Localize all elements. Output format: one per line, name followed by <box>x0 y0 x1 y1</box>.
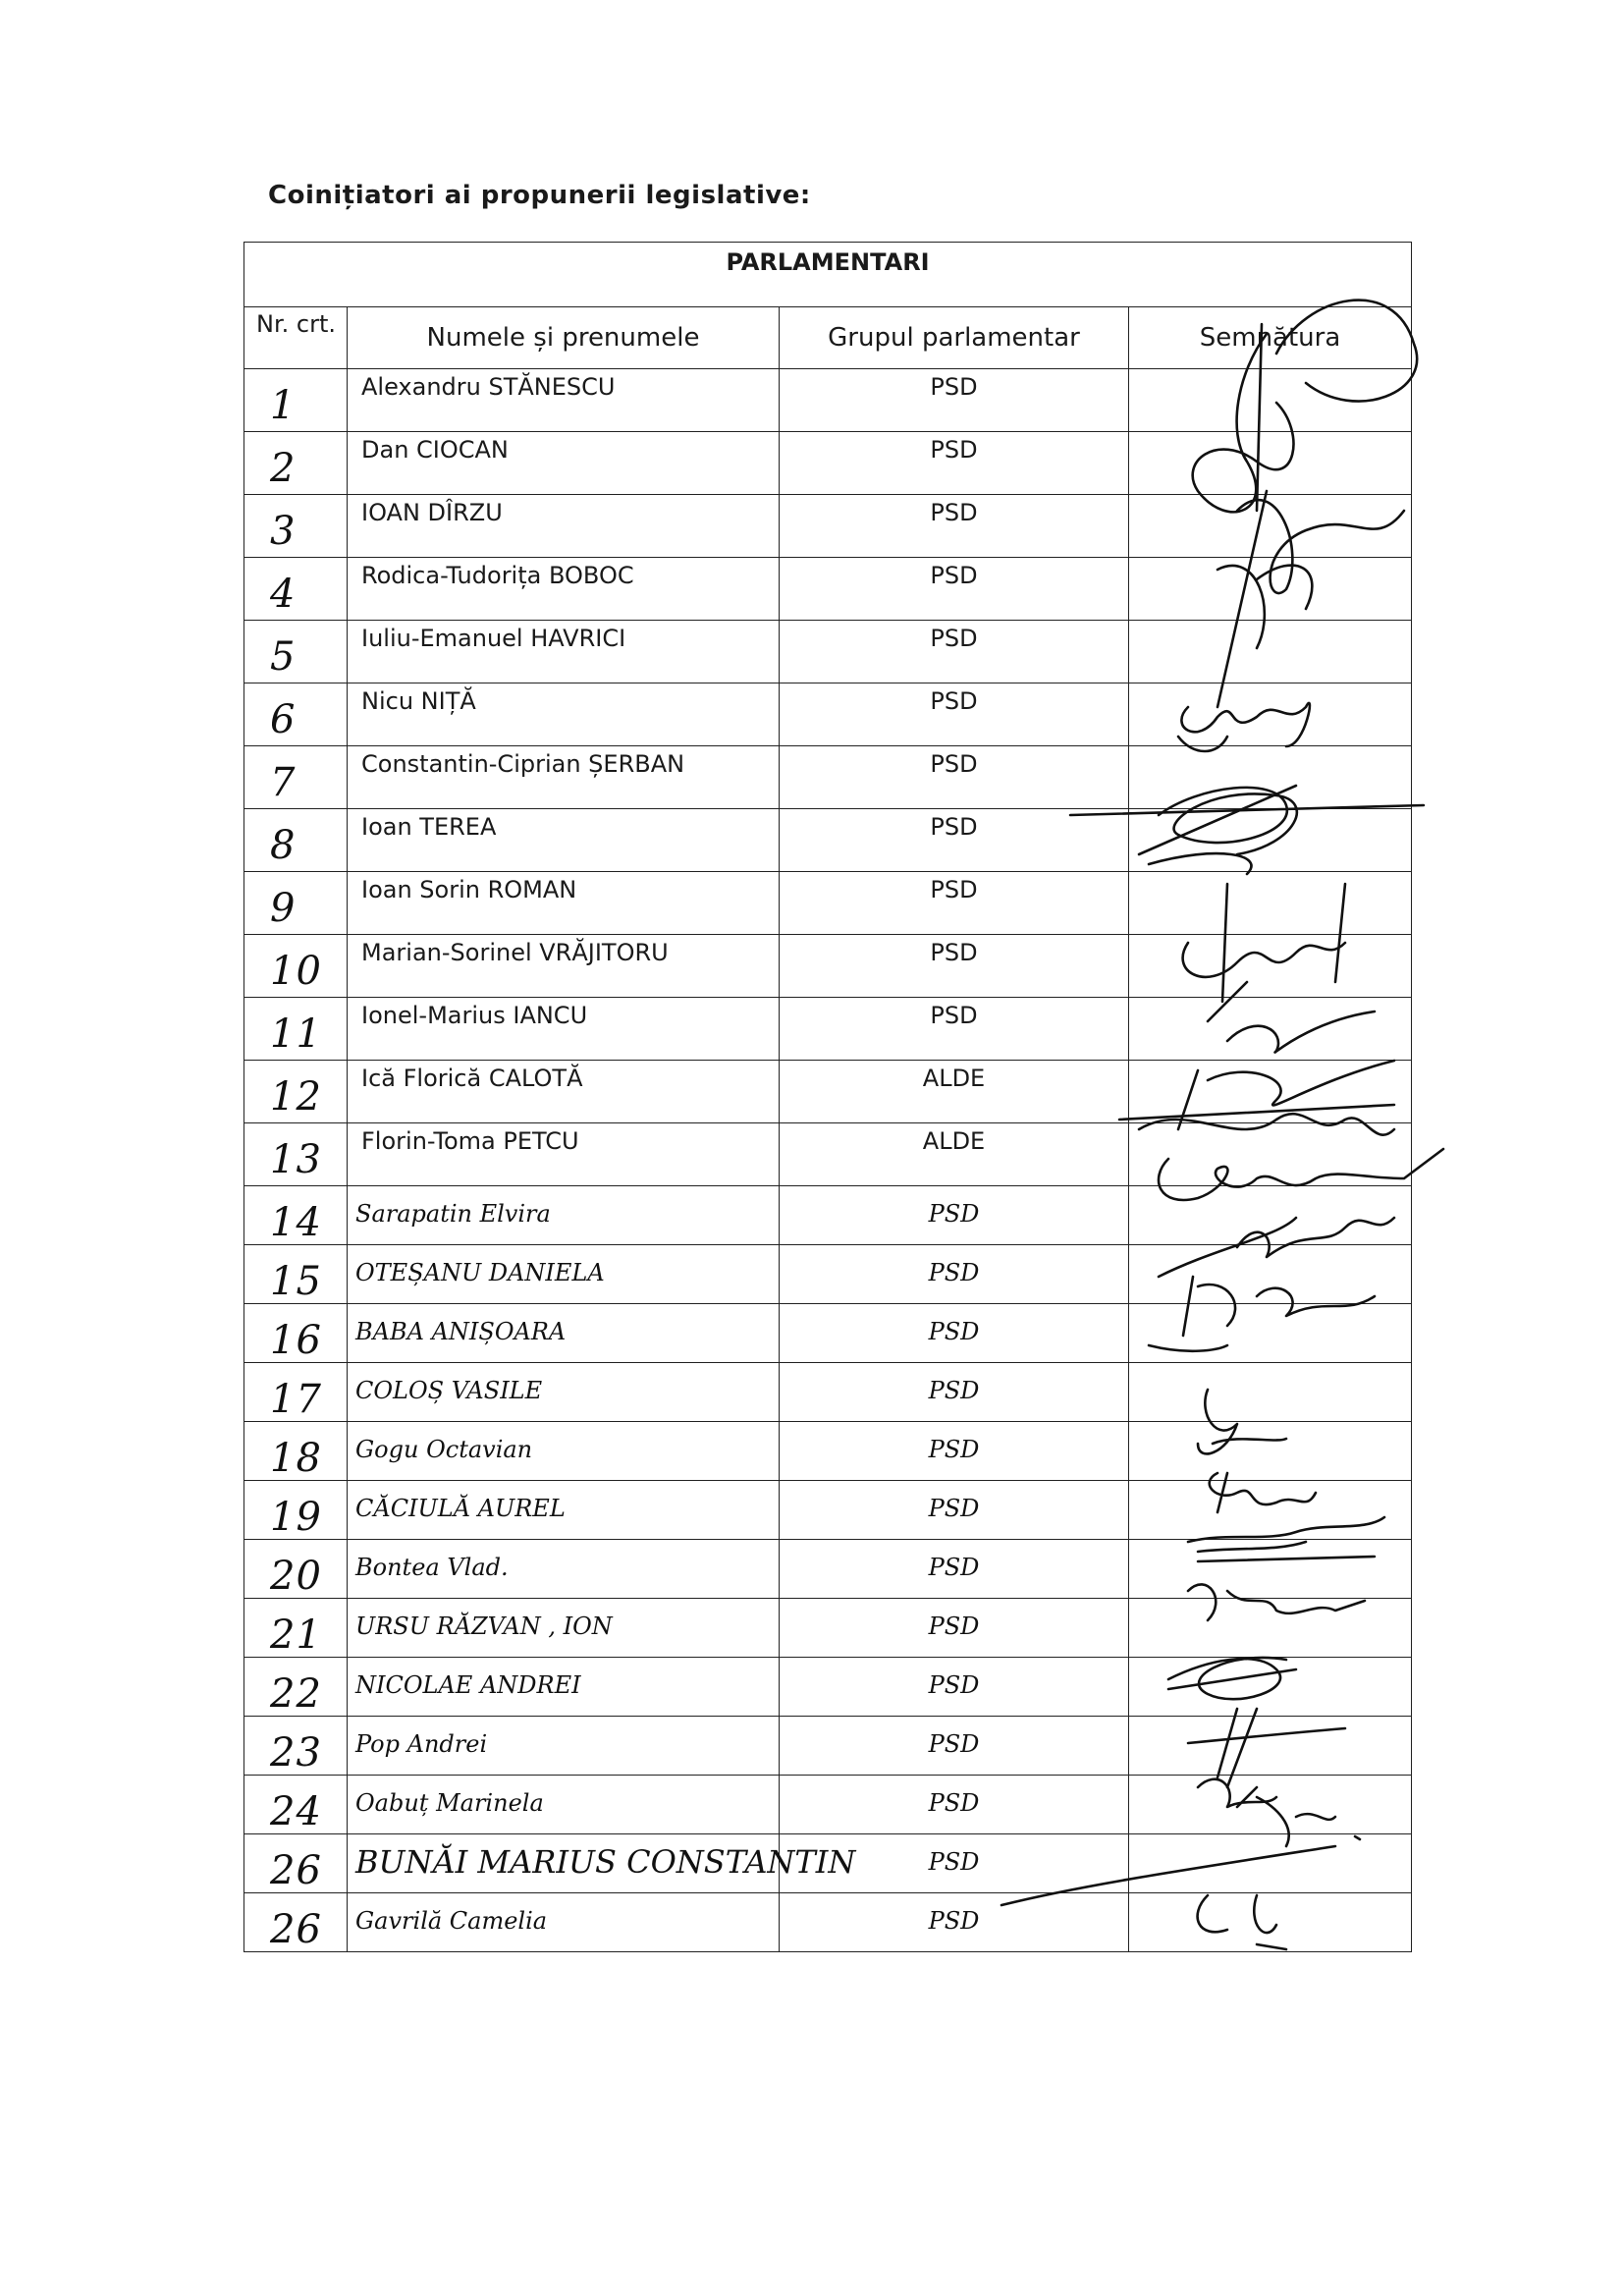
table-row <box>244 1717 1412 1776</box>
signature-cell <box>1129 1061 1412 1123</box>
member-name: Florin-Toma PETCU <box>348 1123 780 1186</box>
table-row <box>244 809 1412 872</box>
signature-cell <box>1129 1893 1412 1952</box>
signature-cell <box>1129 683 1412 746</box>
table-row <box>244 1599 1412 1658</box>
table-row <box>244 935 1412 998</box>
parliamentary-group: PSD <box>780 495 1129 558</box>
table-row <box>244 1776 1412 1834</box>
table-row <box>244 683 1412 746</box>
row-number: 9 <box>270 886 297 931</box>
row-number-cell <box>244 1834 348 1893</box>
member-name: Rodica-Tudorița BOBOC <box>348 558 780 621</box>
member-name: Alexandru STĂNESCU <box>348 369 780 432</box>
row-number: 2 <box>270 446 297 491</box>
row-number: 14 <box>270 1200 322 1245</box>
parliamentary-group: PSD <box>780 369 1129 432</box>
row-number-cell <box>244 1186 348 1245</box>
row-number-cell <box>244 369 348 432</box>
signature-cell <box>1129 1363 1412 1422</box>
signature-cell <box>1129 1245 1412 1304</box>
signature-cell <box>1129 495 1412 558</box>
parliamentary-group-handwritten: PSD <box>780 1834 1129 1893</box>
signature-cell <box>1129 746 1412 809</box>
member-name: Dan CIOCAN <box>348 432 780 495</box>
row-number: 5 <box>270 634 297 680</box>
member-name-handwritten: Gavrilă Camelia <box>348 1893 780 1952</box>
row-number: 12 <box>270 1074 322 1120</box>
column-header-nr: Nr. crt. <box>244 307 348 369</box>
table-row <box>244 621 1412 683</box>
signature-cell <box>1129 558 1412 621</box>
column-header-signature: Semnătura <box>1129 307 1412 369</box>
table-row <box>244 1363 1412 1422</box>
signature-cell <box>1129 1186 1412 1245</box>
row-number-cell <box>244 1893 348 1952</box>
parliamentary-group-handwritten: PSD <box>780 1599 1129 1658</box>
parliamentary-group-handwritten: PSD <box>780 1776 1129 1834</box>
signature-cell <box>1129 1599 1412 1658</box>
row-number-cell <box>244 1363 348 1422</box>
table-row <box>244 872 1412 935</box>
table-row <box>244 1422 1412 1481</box>
parliamentary-group-handwritten: PSD <box>780 1422 1129 1481</box>
table-row <box>244 1123 1412 1186</box>
signature-cell <box>1129 935 1412 998</box>
table-row <box>244 495 1412 558</box>
member-name-handwritten: BABA ANIȘOARA <box>348 1304 780 1363</box>
member-name-handwritten: Gogu Octavian <box>348 1422 780 1481</box>
row-number: 19 <box>270 1495 322 1540</box>
table-row <box>244 1186 1412 1245</box>
row-number-cell <box>244 1123 348 1186</box>
table-row <box>244 558 1412 621</box>
row-number-cell <box>244 1776 348 1834</box>
row-number: 18 <box>270 1436 322 1481</box>
parliamentary-group-handwritten: PSD <box>780 1363 1129 1422</box>
row-number-cell <box>244 1061 348 1123</box>
parliamentary-group: PSD <box>780 621 1129 683</box>
parliamentary-group: ALDE <box>780 1123 1129 1186</box>
row-number: 22 <box>270 1671 322 1717</box>
member-name: Ioan Sorin ROMAN <box>348 872 780 935</box>
parliamentary-group: PSD <box>780 683 1129 746</box>
member-name: Nicu NIȚĂ <box>348 683 780 746</box>
table-row <box>244 1834 1412 1893</box>
row-number: 20 <box>270 1554 322 1599</box>
row-number-cell <box>244 1717 348 1776</box>
member-name-handwritten: BUNĂI MARIUS CONSTANTIN <box>348 1834 780 1893</box>
row-number: 11 <box>270 1011 322 1057</box>
row-number: 13 <box>270 1137 322 1182</box>
row-number: 24 <box>270 1789 322 1834</box>
parliamentary-group: ALDE <box>780 1061 1129 1123</box>
signature-cell <box>1129 998 1412 1061</box>
row-number: 3 <box>270 509 297 554</box>
row-number-cell <box>244 683 348 746</box>
row-number: 26 <box>270 1907 322 1952</box>
member-name-handwritten: COLOȘ VASILE <box>348 1363 780 1422</box>
signature-cell <box>1129 1658 1412 1717</box>
row-number-cell <box>244 495 348 558</box>
table-row <box>244 1481 1412 1540</box>
signature-cell <box>1129 621 1412 683</box>
member-name: Marian-Sorinel VRĂJITORU <box>348 935 780 998</box>
table-row <box>244 1893 1412 1952</box>
member-name: Ioan TEREA <box>348 809 780 872</box>
table-banner <box>244 243 1412 307</box>
row-number-cell <box>244 935 348 998</box>
table-row <box>244 432 1412 495</box>
row-number-cell <box>244 558 348 621</box>
parliamentary-group-handwritten: PSD <box>780 1540 1129 1599</box>
table-row <box>244 1304 1412 1363</box>
row-number-cell <box>244 1304 348 1363</box>
table-row <box>244 369 1412 432</box>
parliamentary-group: PSD <box>780 998 1129 1061</box>
row-number-cell <box>244 746 348 809</box>
row-number: 4 <box>270 572 297 617</box>
parliamentary-group-handwritten: PSD <box>780 1658 1129 1717</box>
page-title: Coinițiatori ai propunerii legislative: <box>268 181 811 210</box>
row-number-cell <box>244 1658 348 1717</box>
row-number: 26 <box>270 1848 322 1893</box>
table-row <box>244 1658 1412 1717</box>
row-number-cell <box>244 809 348 872</box>
member-name-handwritten: OTEȘANU DANIELA <box>348 1245 780 1304</box>
column-header-group: Grupul parlamentar <box>780 307 1129 369</box>
row-number: 1 <box>270 383 297 428</box>
parliamentary-group: PSD <box>780 809 1129 872</box>
signature-cell <box>1129 1123 1412 1186</box>
row-number: 7 <box>270 760 297 805</box>
signature-cell <box>1129 1540 1412 1599</box>
parliamentary-group-handwritten: PSD <box>780 1186 1129 1245</box>
row-number-cell <box>244 998 348 1061</box>
column-header-name: Numele și prenumele <box>348 307 780 369</box>
table-row <box>244 1540 1412 1599</box>
signature-cell <box>1129 809 1412 872</box>
member-name: Iuliu-Emanuel HAVRICI <box>348 621 780 683</box>
parliamentary-group: PSD <box>780 746 1129 809</box>
row-number-cell <box>244 1245 348 1304</box>
member-name-handwritten: NICOLAE ANDREI <box>348 1658 780 1717</box>
signature-cell <box>1129 1834 1412 1893</box>
member-name: Constantin-Ciprian ȘERBAN <box>348 746 780 809</box>
row-number-cell <box>244 1422 348 1481</box>
parliamentary-group-handwritten: PSD <box>780 1481 1129 1540</box>
row-number-cell <box>244 872 348 935</box>
row-number-cell <box>244 432 348 495</box>
row-number: 17 <box>270 1377 322 1422</box>
member-name-handwritten: Bontea Vlad. <box>348 1540 780 1599</box>
parliamentary-group-handwritten: PSD <box>780 1304 1129 1363</box>
table-header-row <box>244 307 1412 369</box>
member-name-handwritten: Oabuț Marinela <box>348 1776 780 1834</box>
parliamentary-group: PSD <box>780 558 1129 621</box>
signature-cell <box>1129 432 1412 495</box>
row-number-cell <box>244 1599 348 1658</box>
member-name-handwritten: Sarapatin Elvira <box>348 1186 780 1245</box>
signature-cell <box>1129 1422 1412 1481</box>
signature-cell <box>1129 369 1412 432</box>
parliamentary-group: PSD <box>780 432 1129 495</box>
row-number: 23 <box>270 1730 322 1776</box>
table-banner-label: PARLAMENTARI <box>726 248 930 276</box>
signature-cell <box>1129 1717 1412 1776</box>
row-number: 21 <box>270 1613 322 1658</box>
parliamentary-group-handwritten: PSD <box>780 1717 1129 1776</box>
member-name-handwritten: URSU RĂZVAN , ION <box>348 1599 780 1658</box>
row-number: 8 <box>270 823 297 868</box>
member-name-handwritten: CĂCIULĂ AUREL <box>348 1481 780 1540</box>
table-row <box>244 1245 1412 1304</box>
table-row <box>244 746 1412 809</box>
row-number: 10 <box>270 949 322 994</box>
row-number-cell <box>244 1481 348 1540</box>
signature-cell <box>1129 1481 1412 1540</box>
member-name: IOAN DÎRZU <box>348 495 780 558</box>
row-number: 6 <box>270 697 297 742</box>
row-number-cell <box>244 621 348 683</box>
member-name: Ică Florică CALOTĂ <box>348 1061 780 1123</box>
cosigners-table <box>243 242 1412 1952</box>
parliamentary-group-handwritten: PSD <box>780 1893 1129 1952</box>
signature-cell <box>1129 1304 1412 1363</box>
signature-cell <box>1129 1776 1412 1834</box>
parliamentary-group: PSD <box>780 935 1129 998</box>
member-name-handwritten: Pop Andrei <box>348 1717 780 1776</box>
row-number: 16 <box>270 1318 322 1363</box>
parliamentary-group: PSD <box>780 872 1129 935</box>
signature-cell <box>1129 872 1412 935</box>
table-row <box>244 998 1412 1061</box>
row-number-cell <box>244 1540 348 1599</box>
parliamentary-group-handwritten: PSD <box>780 1245 1129 1304</box>
member-name: Ionel-Marius IANCU <box>348 998 780 1061</box>
table-row <box>244 1061 1412 1123</box>
row-number: 15 <box>270 1259 322 1304</box>
